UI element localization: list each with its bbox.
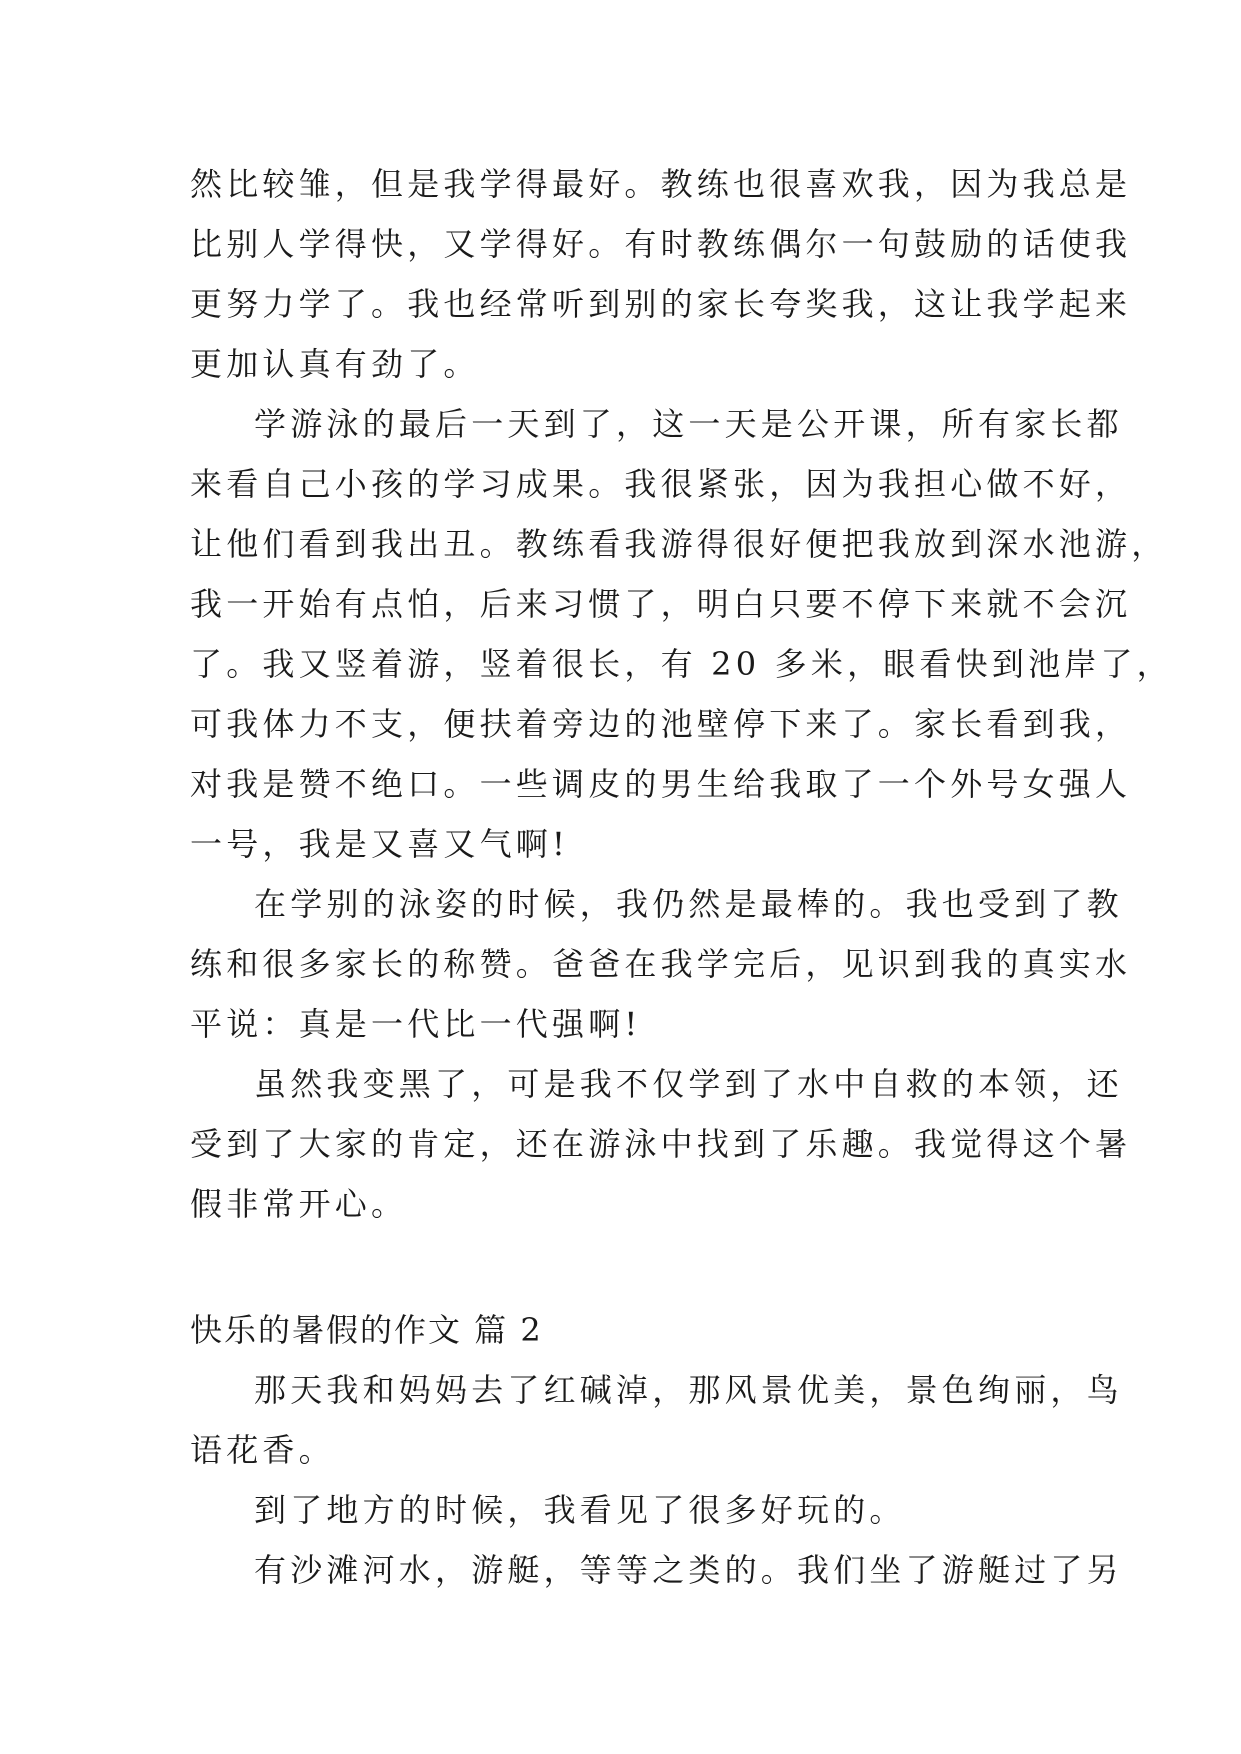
paragraph-5	[190, 1360, 1123, 1480]
text-line: 有沙滩河水，游艇，等等之类的。我们坐了游艇过了另	[254, 1551, 1123, 1589]
text-line: 虽然我变黑了，可是我不仅学到了水中自救的本领，还	[254, 1065, 1123, 1103]
paragraph-7	[190, 1540, 1123, 1600]
document-body	[190, 154, 1173, 1600]
text-line: 然比较雏，但是我学得最好。教练也很喜欢我，因为我总是	[190, 165, 1132, 203]
text-line: 对我是赞不绝口。一些调皮的男生给我取了一个外号女强人	[190, 765, 1132, 803]
text-line: 那天我和妈妈去了红碱淖，那风景优美，景色绚丽，鸟	[254, 1371, 1123, 1409]
text-line: 练和很多家长的称赞。爸爸在我学完后，见识到我的真实水	[190, 945, 1132, 983]
text-line: 假非常开心。	[190, 1185, 408, 1223]
paragraph-2	[190, 394, 1173, 874]
text-line: 受到了大家的肯定，还在游泳中找到了乐趣。我觉得这个暑	[190, 1125, 1132, 1163]
text-line: 更努力学了。我也经常听到别的家长夸奖我，这让我学起来	[190, 285, 1132, 323]
text-line: 来看自己小孩的学习成果。我很紧张，因为我担心做不好，	[190, 465, 1132, 503]
text-line: 了。我又竖着游，竖着很长，有 20 多米，眼看快到池岸了，	[190, 645, 1173, 683]
text-line: 让他们看到我出丑。教练看我游得很好便把我放到深水池游，	[190, 525, 1168, 563]
section-heading: 快乐的暑假的作文 篇 2	[190, 1311, 543, 1349]
text-line: 一号，我是又喜又气啊!	[190, 825, 570, 863]
paragraph-4	[190, 1054, 1132, 1234]
text-line: 平说：真是一代比一代强啊!	[190, 1005, 642, 1043]
text-line: 学游泳的最后一天到了，这一天是公开课，所有家长都	[254, 405, 1123, 443]
section-gap	[190, 1234, 1062, 1300]
text-line: 可我体力不支，便扶着旁边的池壁停下来了。家长看到我，	[190, 705, 1132, 743]
paragraph-6	[190, 1480, 1062, 1540]
paragraph-3	[190, 874, 1132, 1054]
paragraph-1	[190, 154, 1132, 394]
text-line: 到了地方的时候，我看见了很多好玩的。	[254, 1491, 906, 1529]
text-line: 语花香。	[190, 1431, 335, 1469]
text-line: 我一开始有点怕，后来习惯了，明白只要不停下来就不会沉	[190, 585, 1132, 623]
text-line: 在学别的泳姿的时候，我仍然是最棒的。我也受到了教	[254, 885, 1123, 923]
text-line: 更加认真有劲了。	[190, 345, 480, 383]
text-line: 比别人学得快，又学得好。有时教练偶尔一句鼓励的话使我	[190, 225, 1132, 263]
